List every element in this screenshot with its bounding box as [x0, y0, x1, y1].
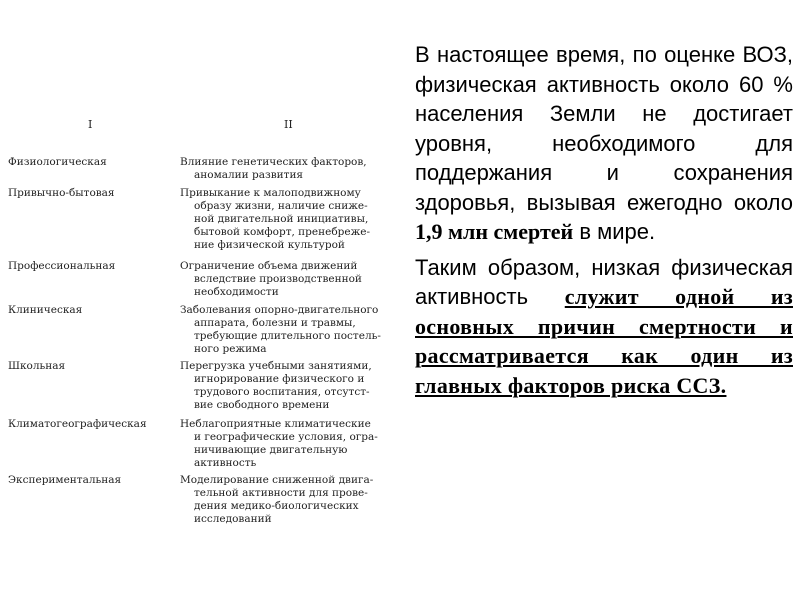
deaths-figure: 1,9 млн смертей: [415, 219, 574, 244]
row-type: Клиническая: [8, 304, 83, 316]
row-description: Заболевания опорно-двигательного аппарата, болезни и травмы, требующие длительного постель- ного режима: [180, 304, 381, 355]
row-description: Привыкание к малоподвижному образу жизни, наличие сниже- ной двигательной инициативы, бытовой комфорт, пренебреже- ние физической культурой: [180, 187, 370, 251]
row-description: Моделирование сниженной двига- тельной активности для прове- дения медико-биологических исследований: [180, 474, 374, 525]
text-block: [415, 40, 793, 400]
column-header-2: II: [284, 118, 293, 131]
row-type: Физиологическая: [8, 156, 107, 168]
row-description: Перегрузка учебными занятиями, игнорирование физического и трудового воспитания, отсутст- вие свободного времени: [180, 360, 372, 411]
row-type: Профессиональная: [8, 260, 116, 272]
row-description: Влияние генетических факторов, аномалии развития: [180, 156, 367, 181]
row-description: Ограничение объема движений вследствие производственной необходимости: [180, 260, 362, 298]
row-type: Экспериментальная: [8, 474, 122, 486]
column-header-1: I: [88, 118, 93, 131]
row-type: Климатогеографическая: [8, 418, 147, 430]
paragraph-conclusion: Таким образом, низкая физическая активность служит одной из основных причин смертности и рассматривается как один из главных факторов риска ССЗ.: [415, 254, 793, 398]
row-type: Школьная: [8, 360, 66, 372]
paragraph-who-estimate: В настоящее время, по оценке ВОЗ, физическая активность около 60 % населения Земли не достигает уровня, необходимого для поддержания и сохранения здоровья, вызывая ежегодно около 1,9 млн смертей в мире.: [415, 42, 793, 244]
conclusion-emphasis: служит одной из основных причин смертности и рассматривается как один из главных факторов риска ССЗ.: [415, 284, 793, 398]
row-type: Привычно-бытовая: [8, 187, 115, 199]
row-description: Неблагоприятные климатические и географические условия, огра- ничивающие двигательную активность: [180, 418, 378, 469]
